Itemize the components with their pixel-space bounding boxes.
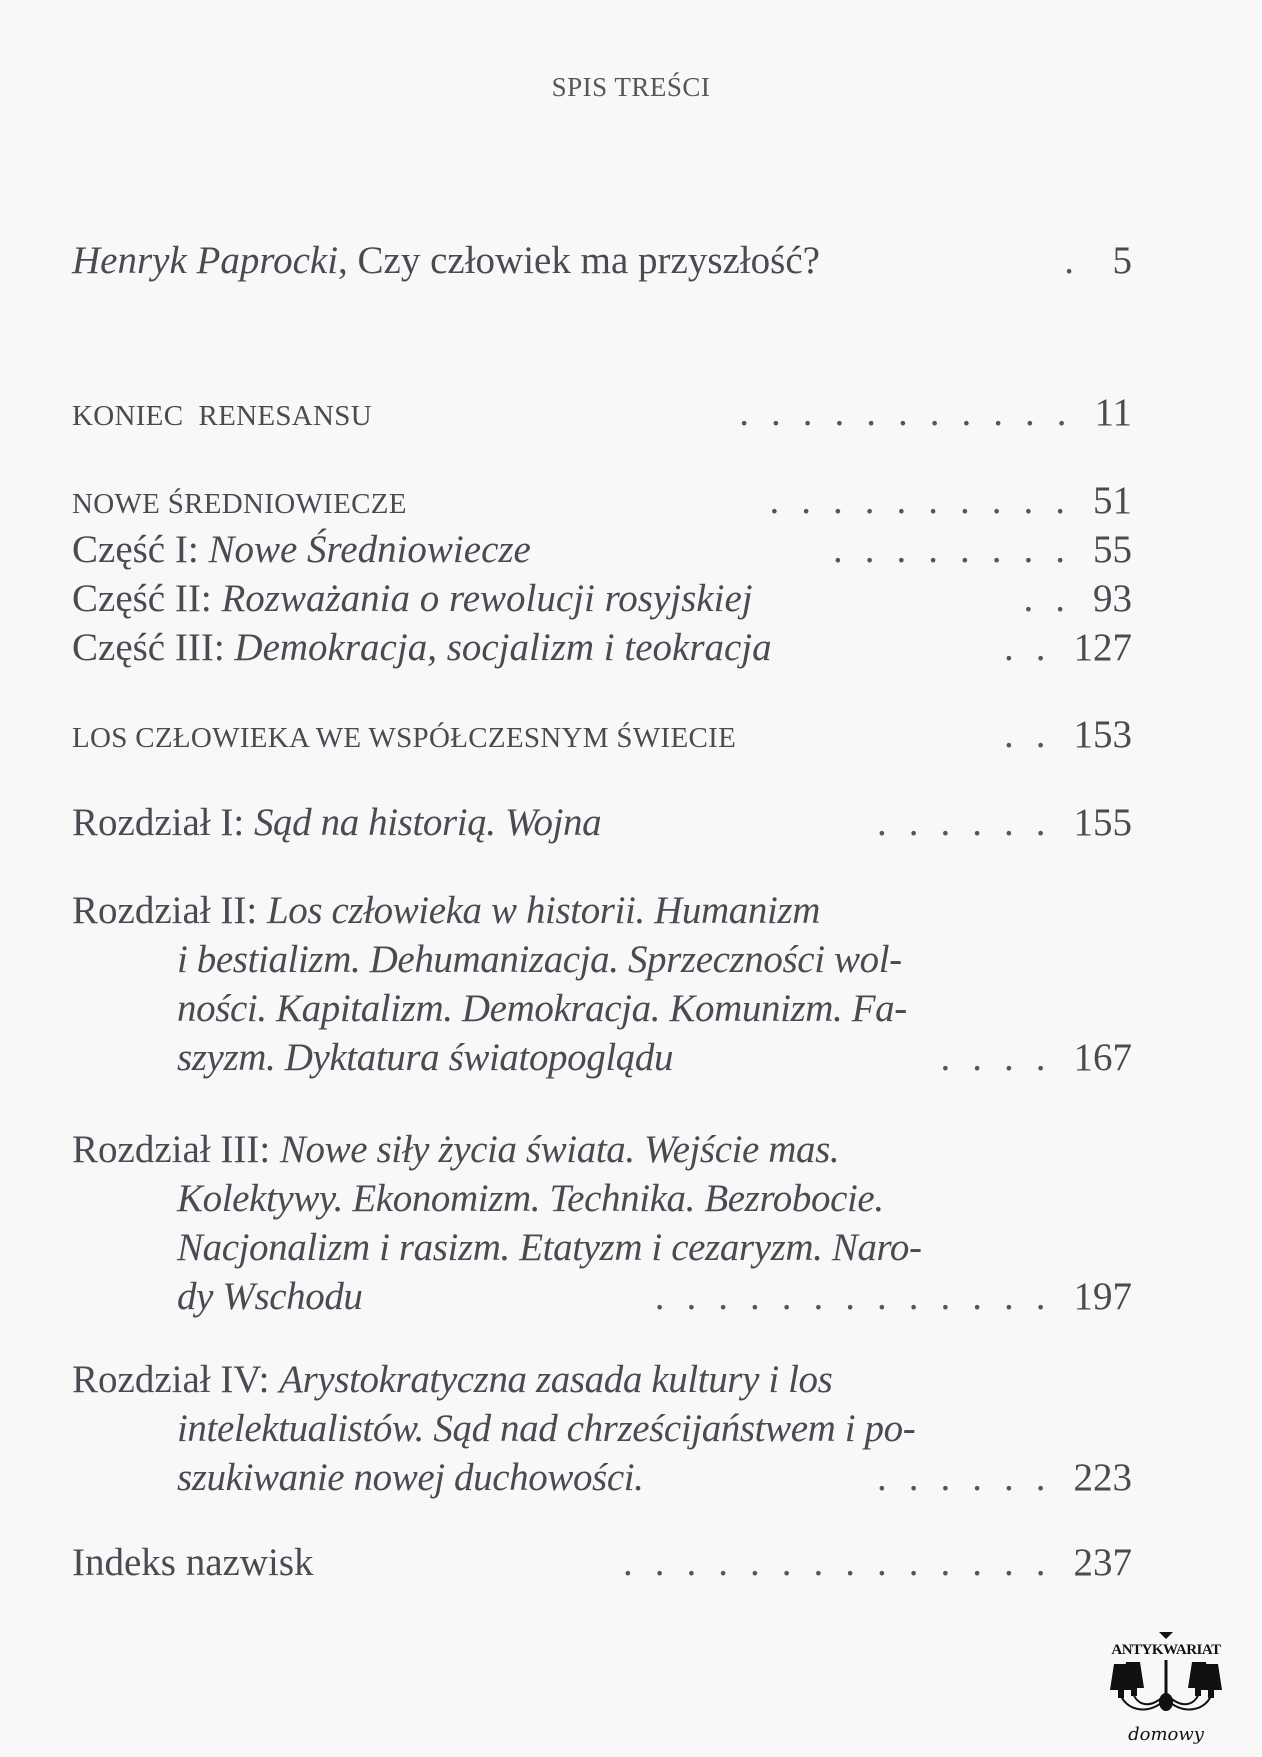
dot-leader: .. bbox=[1004, 626, 1068, 669]
chapter-title-line: szukiwanie nowej duchowości. bbox=[177, 1456, 644, 1499]
dot-leader: .... bbox=[940, 1036, 1068, 1079]
chapter-prefix: Rozdział I: bbox=[72, 801, 254, 844]
section-heading: LOS CZŁOWIEKA WE WSPÓŁCZESNYM ŚWIECIE bbox=[72, 722, 737, 754]
part-title: Demokracja, socjalizm i teokracja bbox=[234, 626, 772, 669]
preface-separator: , bbox=[338, 239, 348, 282]
toc-entry-index[interactable] bbox=[72, 1538, 1132, 1587]
toc-entry-part-1[interactable] bbox=[72, 525, 1132, 574]
page-number: 93 bbox=[1093, 577, 1132, 620]
section-heading: KONIEC RENESANSU bbox=[72, 400, 372, 432]
part-prefix: Część I: bbox=[72, 528, 209, 571]
part-prefix: Część III: bbox=[72, 626, 235, 669]
page-number: 223 bbox=[1073, 1456, 1132, 1499]
toc-entry-part-2[interactable] bbox=[72, 574, 1132, 623]
page-number: 5 bbox=[1112, 239, 1132, 282]
chapter-title-line: Nacjonalizm i rasizm. Etatyzm i cezaryzm. Naro- bbox=[177, 1226, 922, 1269]
toc-entry-chapter-4[interactable] bbox=[72, 1355, 1132, 1502]
dot-leader: ........ bbox=[833, 528, 1087, 571]
toc-entry-part-3[interactable] bbox=[72, 623, 1132, 672]
toc-entry-section-2[interactable] bbox=[72, 476, 1132, 525]
chapter-title-line: Sąd na historią. Wojna bbox=[253, 801, 602, 844]
chapter-title-line: i bestializm. Dehumanizacja. Sprzeczności wol- bbox=[177, 938, 902, 981]
part-title: Rozważania o rewolucji rosyjskiej bbox=[221, 577, 753, 620]
dot-leader: . bbox=[1064, 239, 1096, 282]
preface-title: Czy człowiek ma przyszłość? bbox=[347, 239, 820, 282]
toc-entry-chapter-3[interactable] bbox=[72, 1125, 1132, 1321]
dot-leader: .......... bbox=[769, 479, 1087, 522]
toc-entry-chapter-1[interactable] bbox=[72, 798, 1132, 847]
page-number: 155 bbox=[1073, 801, 1132, 844]
page-number: 55 bbox=[1093, 528, 1132, 571]
page-number: 197 bbox=[1073, 1275, 1132, 1318]
part-title: Nowe Średniowiecze bbox=[208, 528, 531, 571]
page-number: 237 bbox=[1073, 1541, 1132, 1584]
dot-leader: .. bbox=[1023, 577, 1087, 620]
section-heading: NOWE ŚREDNIOWIECZE bbox=[72, 488, 407, 520]
dot-leader: ........... bbox=[739, 391, 1089, 434]
dot-leader: .............. bbox=[623, 1541, 1068, 1584]
chapter-title-line: Los człowieka w historii. Humanizm bbox=[266, 889, 820, 932]
chapter-title-line: Nowe siły życia świata. Wejście mas. bbox=[279, 1128, 840, 1171]
page-number: 167 bbox=[1073, 1036, 1132, 1079]
chapter-title-line: intelektualistów. Sąd nad chrześcijaństwem i po- bbox=[177, 1407, 916, 1450]
antykwariat-watermark bbox=[1100, 1632, 1232, 1752]
chapter-prefix: Rozdział III: bbox=[72, 1128, 280, 1171]
chapter-prefix: Rozdział IV: bbox=[72, 1358, 280, 1401]
chapter-title-line: ności. Kapitalizm. Demokracja. Komunizm. Fa- bbox=[177, 987, 907, 1030]
dot-leader: ...... bbox=[877, 1456, 1068, 1499]
dot-leader: .. bbox=[1004, 713, 1068, 756]
watermark-brand: ANTYKWARIAT bbox=[1111, 1642, 1221, 1658]
chapter-title-line: Kolektywy. Ekonomizm. Technika. Bezrobocie. bbox=[177, 1177, 884, 1220]
page-number: 51 bbox=[1093, 479, 1132, 522]
chapter-title-line: Arystokratyczna zasada kultury i los bbox=[279, 1358, 833, 1401]
chapter-title-line: dy Wschodu bbox=[177, 1275, 363, 1318]
dot-leader: ............. bbox=[654, 1275, 1068, 1318]
toc-entry-section-3[interactable] bbox=[72, 710, 1132, 759]
dot-leader: ...... bbox=[877, 801, 1068, 844]
chapter-title-line: szyzm. Dyktatura światopoglądu bbox=[177, 1036, 674, 1079]
page-title: SPIS TREŚCI bbox=[551, 72, 711, 102]
toc-entry-preface[interactable] bbox=[72, 236, 1132, 285]
toc-entry-chapter-2[interactable] bbox=[72, 886, 1132, 1082]
chapter-prefix: Rozdział II: bbox=[72, 889, 267, 932]
part-prefix: Część II: bbox=[72, 577, 222, 620]
watermark-script: domowy bbox=[1128, 1724, 1204, 1745]
page-number: 153 bbox=[1073, 713, 1132, 756]
page-number: 11 bbox=[1094, 391, 1132, 434]
page-number: 127 bbox=[1073, 626, 1132, 669]
index-label: Indeks nazwisk bbox=[72, 1541, 314, 1584]
toc-entry-section-1[interactable] bbox=[72, 388, 1132, 437]
preface-author: Henryk Paprocki bbox=[72, 239, 339, 282]
